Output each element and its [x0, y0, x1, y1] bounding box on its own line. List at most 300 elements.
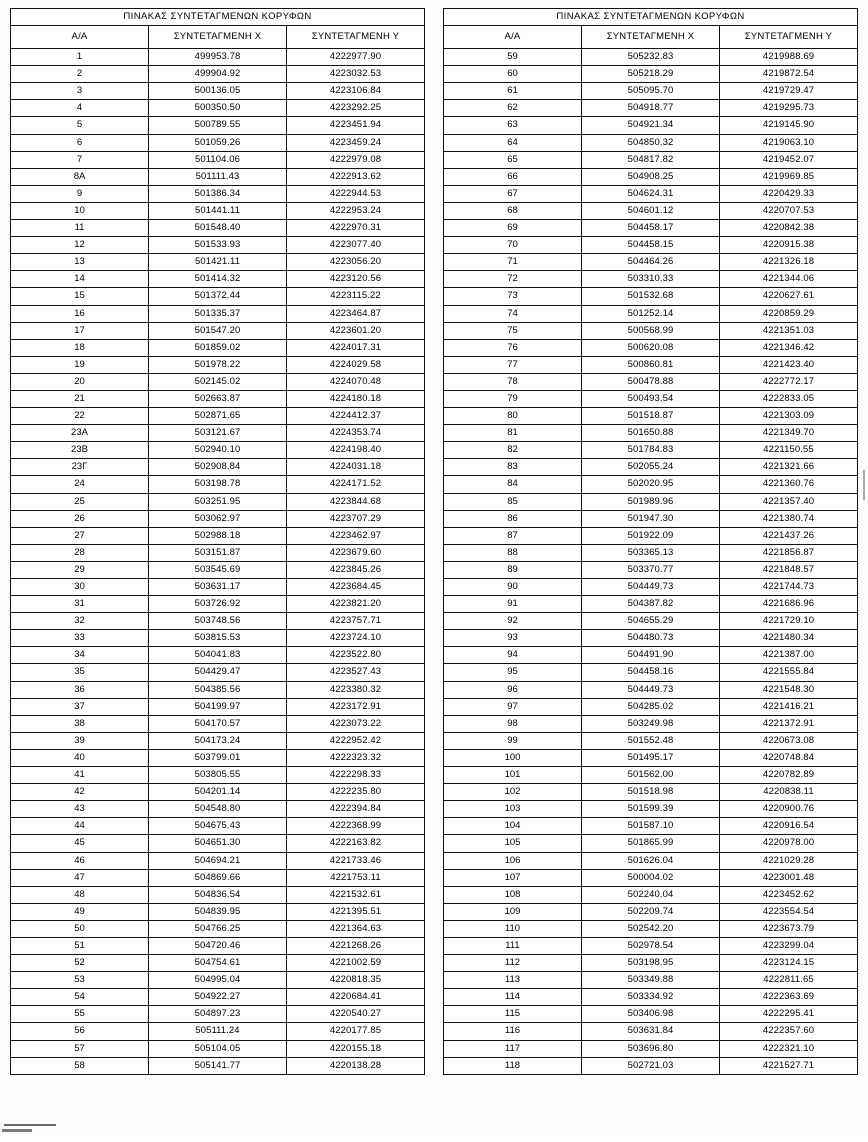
- cell-index: 72: [444, 271, 582, 288]
- table-row: [11, 681, 425, 698]
- cell-coordinate-y: 4221532.61: [287, 886, 425, 903]
- table-row: [11, 818, 425, 835]
- cell-coordinate-y: 4219988.69: [720, 49, 858, 66]
- cell-coordinate-y: 4220818.35: [287, 972, 425, 989]
- cell-coordinate-x: 500568.99: [582, 322, 720, 339]
- cell-index: 107: [444, 869, 582, 886]
- cell-coordinate-x: 504199.97: [149, 698, 287, 715]
- cell-coordinate-x: 502145.02: [149, 373, 287, 390]
- table-row: [444, 852, 858, 869]
- cell-coordinate-y: 4224412.37: [287, 408, 425, 425]
- table-row: [11, 83, 425, 100]
- cell-index: 32: [11, 613, 149, 630]
- table-row: [11, 869, 425, 886]
- table-row: [11, 972, 425, 989]
- table-row: [11, 715, 425, 732]
- cell-index: 49: [11, 903, 149, 920]
- cell-coordinate-y: 4220859.29: [720, 305, 858, 322]
- cell-coordinate-x: 504754.61: [149, 955, 287, 972]
- cell-coordinate-y: 4224198.40: [287, 442, 425, 459]
- cell-coordinate-y: 4223077.40: [287, 237, 425, 254]
- table-row: [444, 955, 858, 972]
- table-row: [11, 749, 425, 766]
- cell-index: 105: [444, 835, 582, 852]
- cell-coordinate-y: 4222394.84: [287, 801, 425, 818]
- table-row: [11, 801, 425, 818]
- cell-index: 62: [444, 100, 582, 117]
- cell-index: 29: [11, 561, 149, 578]
- cell-index: 23Γ: [11, 459, 149, 476]
- cell-coordinate-x: 501547.20: [149, 322, 287, 339]
- cell-index: 104: [444, 818, 582, 835]
- table-row: [444, 903, 858, 920]
- table-body-left: [11, 49, 425, 1075]
- cell-coordinate-y: 4222357.60: [720, 1023, 858, 1040]
- cell-coordinate-y: 4222363.69: [720, 989, 858, 1006]
- cell-coordinate-x: 503726.92: [149, 596, 287, 613]
- cell-coordinate-y: 4220540.27: [287, 1006, 425, 1023]
- cell-index: 80: [444, 408, 582, 425]
- cell-index: 102: [444, 784, 582, 801]
- cell-index: 84: [444, 476, 582, 493]
- cell-coordinate-x: 504201.14: [149, 784, 287, 801]
- cell-index: 75: [444, 322, 582, 339]
- cell-coordinate-y: 4222979.08: [287, 151, 425, 168]
- cell-coordinate-y: 4221364.63: [287, 920, 425, 937]
- cell-coordinate-y: 4223380.32: [287, 681, 425, 698]
- cell-coordinate-y: 4222953.24: [287, 202, 425, 219]
- table-row: [11, 220, 425, 237]
- cell-index: 94: [444, 647, 582, 664]
- table-row: [444, 442, 858, 459]
- cell-coordinate-x: 501372.44: [149, 288, 287, 305]
- cell-index: 109: [444, 903, 582, 920]
- cell-coordinate-x: 501252.14: [582, 305, 720, 322]
- table-row: [444, 715, 858, 732]
- coordinates-table-left: [10, 8, 425, 1075]
- table-row: [11, 202, 425, 219]
- cell-index: 52: [11, 955, 149, 972]
- cell-coordinate-y: 4219063.10: [720, 134, 858, 151]
- cell-coordinate-y: 4221548.30: [720, 681, 858, 698]
- table-row: [11, 185, 425, 202]
- cell-index: 18: [11, 339, 149, 356]
- cell-index: 86: [444, 510, 582, 527]
- cell-index: 33: [11, 630, 149, 647]
- table-row: [444, 784, 858, 801]
- cell-index: 28: [11, 544, 149, 561]
- cell-coordinate-y: 4221346.42: [720, 339, 858, 356]
- cell-coordinate-y: 4221372.91: [720, 715, 858, 732]
- cell-index: 60: [444, 66, 582, 83]
- column-header-x: ΣΥΝΤΕΤΑΓΜΕΝΗ Χ: [149, 26, 287, 49]
- cell-coordinate-y: 4221150.55: [720, 442, 858, 459]
- table-row: [444, 100, 858, 117]
- cell-coordinate-x: 501518.87: [582, 408, 720, 425]
- table-row: [444, 937, 858, 954]
- cell-coordinate-y: 4221268.26: [287, 937, 425, 954]
- cell-coordinate-y: 4219969.85: [720, 168, 858, 185]
- cell-index: 83: [444, 459, 582, 476]
- cell-coordinate-y: 4223459.24: [287, 134, 425, 151]
- cell-coordinate-y: 4221416.21: [720, 698, 858, 715]
- cell-index: 65: [444, 151, 582, 168]
- cell-coordinate-y: 4220915.38: [720, 237, 858, 254]
- cell-coordinate-y: 4224171.52: [287, 476, 425, 493]
- cell-coordinate-y: 4219145.90: [720, 117, 858, 134]
- cell-index: 114: [444, 989, 582, 1006]
- cell-coordinate-y: 4221555.84: [720, 664, 858, 681]
- table-row: [11, 835, 425, 852]
- table-row: [444, 49, 858, 66]
- table-row: [11, 288, 425, 305]
- cell-coordinate-y: 4223299.04: [720, 937, 858, 954]
- cell-coordinate-x: 504918.77: [582, 100, 720, 117]
- cell-coordinate-y: 4221753.11: [287, 869, 425, 886]
- cell-coordinate-x: 504449.73: [582, 579, 720, 596]
- cell-coordinate-y: 4224070.48: [287, 373, 425, 390]
- table-row: [444, 390, 858, 407]
- table-row: [444, 493, 858, 510]
- cell-coordinate-x: 504766.25: [149, 920, 287, 937]
- cell-coordinate-y: 4222970.31: [287, 220, 425, 237]
- table-row: [444, 408, 858, 425]
- cell-coordinate-y: 4221437.26: [720, 527, 858, 544]
- cell-coordinate-y: 4219729.47: [720, 83, 858, 100]
- cell-index: 59: [444, 49, 582, 66]
- cell-coordinate-x: 501111.43: [149, 168, 287, 185]
- cell-coordinate-x: 501421.11: [149, 254, 287, 271]
- table-row: [11, 579, 425, 596]
- cell-coordinate-x: 503198.95: [582, 955, 720, 972]
- table-row: [11, 647, 425, 664]
- scan-artifact-speck: [863, 470, 865, 500]
- cell-index: 42: [11, 784, 149, 801]
- cell-coordinate-y: 4223452.62: [720, 886, 858, 903]
- table-row: [444, 801, 858, 818]
- cell-coordinate-x: 504387.82: [582, 596, 720, 613]
- cell-coordinate-x: 503151.87: [149, 544, 287, 561]
- cell-index: 12: [11, 237, 149, 254]
- cell-coordinate-y: 4223462.97: [287, 527, 425, 544]
- cell-coordinate-x: 501495.17: [582, 749, 720, 766]
- cell-coordinate-x: 502663.87: [149, 390, 287, 407]
- cell-index: 79: [444, 390, 582, 407]
- cell-coordinate-y: 4223844.68: [287, 493, 425, 510]
- cell-coordinate-y: 4221527.71: [720, 1057, 858, 1074]
- cell-coordinate-x: 504548.80: [149, 801, 287, 818]
- cell-coordinate-y: 4220155.18: [287, 1040, 425, 1057]
- table-row: [11, 151, 425, 168]
- cell-coordinate-y: 4220838.11: [720, 784, 858, 801]
- cell-index: 111: [444, 937, 582, 954]
- table-row: [11, 732, 425, 749]
- cell-coordinate-y: 4221395.51: [287, 903, 425, 920]
- cell-index: 57: [11, 1040, 149, 1057]
- cell-index: 77: [444, 356, 582, 373]
- cell-coordinate-x: 504921.34: [582, 117, 720, 134]
- cell-coordinate-x: 501552.48: [582, 732, 720, 749]
- table-row: [444, 322, 858, 339]
- cell-index: 78: [444, 373, 582, 390]
- cell-index: 68: [444, 202, 582, 219]
- table-row: [444, 835, 858, 852]
- cell-index: 21: [11, 390, 149, 407]
- cell-coordinate-y: 4220138.28: [287, 1057, 425, 1074]
- table-row: [444, 168, 858, 185]
- cell-coordinate-x: 502978.54: [582, 937, 720, 954]
- cell-coordinate-y: 4221360.76: [720, 476, 858, 493]
- cell-index: 101: [444, 767, 582, 784]
- cell-index: 19: [11, 356, 149, 373]
- cell-coordinate-x: 501989.96: [582, 493, 720, 510]
- cell-coordinate-x: 503631.84: [582, 1023, 720, 1040]
- cell-coordinate-x: 504285.02: [582, 698, 720, 715]
- cell-coordinate-y: 4220673.08: [720, 732, 858, 749]
- cell-coordinate-x: 501859.02: [149, 339, 287, 356]
- cell-index: 10: [11, 202, 149, 219]
- cell-coordinate-y: 4223845.26: [287, 561, 425, 578]
- cell-coordinate-y: 4223684.45: [287, 579, 425, 596]
- cell-index: 16: [11, 305, 149, 322]
- cell-coordinate-y: 4223001.48: [720, 869, 858, 886]
- scan-artifact-mark: [4, 1124, 56, 1126]
- cell-index: 54: [11, 989, 149, 1006]
- cell-coordinate-x: 505141.77: [149, 1057, 287, 1074]
- table-row: [11, 66, 425, 83]
- table-row: [11, 903, 425, 920]
- table-row: [444, 339, 858, 356]
- column-header-aa: Α/Α: [11, 26, 149, 49]
- table-row: [11, 664, 425, 681]
- cell-coordinate-y: 4221321.66: [720, 459, 858, 476]
- cell-index: 113: [444, 972, 582, 989]
- cell-index: 55: [11, 1006, 149, 1023]
- cell-coordinate-x: 503198.78: [149, 476, 287, 493]
- table-row: [444, 647, 858, 664]
- cell-coordinate-x: 503121.67: [149, 425, 287, 442]
- cell-index: 81: [444, 425, 582, 442]
- table-row: [444, 356, 858, 373]
- cell-index: 88: [444, 544, 582, 561]
- table-row: [11, 596, 425, 613]
- cell-index: 51: [11, 937, 149, 954]
- cell-coordinate-y: 4223527.43: [287, 664, 425, 681]
- cell-index: 23Β: [11, 442, 149, 459]
- cell-coordinate-y: 4222944.53: [287, 185, 425, 202]
- cell-index: 76: [444, 339, 582, 356]
- table-row: [444, 698, 858, 715]
- cell-coordinate-y: 4222321.10: [720, 1040, 858, 1057]
- cell-index: 74: [444, 305, 582, 322]
- table-row: [11, 237, 425, 254]
- cell-coordinate-x: 503545.69: [149, 561, 287, 578]
- cell-index: 112: [444, 955, 582, 972]
- table-row: [444, 1040, 858, 1057]
- cell-coordinate-y: 4224353.74: [287, 425, 425, 442]
- cell-coordinate-x: 502209.74: [582, 903, 720, 920]
- cell-coordinate-x: 503251.95: [149, 493, 287, 510]
- cell-coordinate-y: 4220684.41: [287, 989, 425, 1006]
- cell-coordinate-y: 4223124.15: [720, 955, 858, 972]
- cell-coordinate-y: 4220916.54: [720, 818, 858, 835]
- cell-index: 110: [444, 920, 582, 937]
- cell-index: 4: [11, 100, 149, 117]
- cell-coordinate-x: 501104.06: [149, 151, 287, 168]
- cell-index: 99: [444, 732, 582, 749]
- cell-coordinate-y: 4220627.61: [720, 288, 858, 305]
- table-row: [444, 476, 858, 493]
- coordinates-table-left-block: [10, 8, 425, 1075]
- cell-coordinate-x: 504897.23: [149, 1006, 287, 1023]
- cell-coordinate-x: 505218.29: [582, 66, 720, 83]
- table-row: [444, 989, 858, 1006]
- table-row: [444, 510, 858, 527]
- table-row: [11, 168, 425, 185]
- cell-coordinate-x: 500860.81: [582, 356, 720, 373]
- cell-index: 87: [444, 527, 582, 544]
- cell-coordinate-y: 4221387.00: [720, 647, 858, 664]
- cell-coordinate-x: 504449.73: [582, 681, 720, 698]
- cell-coordinate-x: 505232.83: [582, 49, 720, 66]
- cell-coordinate-y: 4221380.74: [720, 510, 858, 527]
- table-header-row: [444, 26, 858, 49]
- cell-coordinate-x: 504173.24: [149, 732, 287, 749]
- table-row: [444, 66, 858, 83]
- cell-index: 11: [11, 220, 149, 237]
- table-row: [444, 202, 858, 219]
- table-row: [444, 527, 858, 544]
- table-header-row: [11, 26, 425, 49]
- cell-coordinate-x: 499904.92: [149, 66, 287, 83]
- cell-coordinate-y: 4222163.82: [287, 835, 425, 852]
- cell-index: 38: [11, 715, 149, 732]
- cell-index: 35: [11, 664, 149, 681]
- cell-coordinate-x: 503370.77: [582, 561, 720, 578]
- table-row: [444, 561, 858, 578]
- cell-coordinate-x: 503334.92: [582, 989, 720, 1006]
- cell-coordinate-x: 501518.98: [582, 784, 720, 801]
- cell-coordinate-y: 4220177.85: [287, 1023, 425, 1040]
- cell-coordinate-x: 501335.37: [149, 305, 287, 322]
- table-row: [444, 83, 858, 100]
- cell-coordinate-x: 504170.57: [149, 715, 287, 732]
- cell-index: 24: [11, 476, 149, 493]
- table-caption-row: [444, 9, 858, 26]
- cell-coordinate-x: 502940.10: [149, 442, 287, 459]
- cell-coordinate-y: 4221733.46: [287, 852, 425, 869]
- table-row: [11, 630, 425, 647]
- cell-coordinate-y: 4221856.87: [720, 544, 858, 561]
- table-row: [11, 305, 425, 322]
- scan-artifact-mark-secondary: [2, 1129, 32, 1132]
- cell-coordinate-y: 4221357.40: [720, 493, 858, 510]
- table-row: [11, 408, 425, 425]
- cell-coordinate-y: 4221423.40: [720, 356, 858, 373]
- table-caption-row: [11, 9, 425, 26]
- cell-coordinate-y: 4221351.03: [720, 322, 858, 339]
- cell-coordinate-y: 4223679.60: [287, 544, 425, 561]
- cell-coordinate-y: 4221303.09: [720, 408, 858, 425]
- table-row: [444, 117, 858, 134]
- cell-coordinate-x: 503349.88: [582, 972, 720, 989]
- cell-coordinate-y: 4219872.54: [720, 66, 858, 83]
- cell-coordinate-y: 4223821.20: [287, 596, 425, 613]
- cell-coordinate-x: 504850.32: [582, 134, 720, 151]
- cell-index: 8Α: [11, 168, 149, 185]
- table-row: [444, 972, 858, 989]
- table-row: [444, 767, 858, 784]
- table-row: [444, 1006, 858, 1023]
- cell-coordinate-x: 503799.01: [149, 749, 287, 766]
- cell-coordinate-y: 4219452.07: [720, 151, 858, 168]
- table-row: [11, 955, 425, 972]
- cell-coordinate-y: 4222235.80: [287, 784, 425, 801]
- cell-coordinate-x: 504458.17: [582, 220, 720, 237]
- table-row: [444, 1057, 858, 1074]
- cell-coordinate-x: 501533.93: [149, 237, 287, 254]
- cell-coordinate-x: 501587.10: [582, 818, 720, 835]
- cell-coordinate-x: 505095.70: [582, 83, 720, 100]
- cell-coordinate-x: 504464.26: [582, 254, 720, 271]
- cell-index: 22: [11, 408, 149, 425]
- cell-index: 85: [444, 493, 582, 510]
- cell-coordinate-y: 4220978.00: [720, 835, 858, 852]
- table-row: [11, 767, 425, 784]
- cell-index: 91: [444, 596, 582, 613]
- table-caption: ΠΙΝΑΚΑΣ ΣΥΝΤΕΤΑΓΜΕΝΩΝ ΚΟΡΥΦΩΝ: [11, 9, 425, 26]
- cell-coordinate-x: 504817.82: [582, 151, 720, 168]
- cell-coordinate-y: 4221480.34: [720, 630, 858, 647]
- cell-index: 40: [11, 749, 149, 766]
- coordinates-table-right-block: [443, 8, 858, 1075]
- cell-index: 27: [11, 527, 149, 544]
- cell-index: 43: [11, 801, 149, 818]
- cell-coordinate-x: 501865.99: [582, 835, 720, 852]
- cell-coordinate-y: 4223115.22: [287, 288, 425, 305]
- cell-index: 69: [444, 220, 582, 237]
- cell-coordinate-y: 4223032.53: [287, 66, 425, 83]
- cell-index: 115: [444, 1006, 582, 1023]
- cell-coordinate-y: 4221029.28: [720, 852, 858, 869]
- cell-index: 66: [444, 168, 582, 185]
- cell-coordinate-x: 501441.11: [149, 202, 287, 219]
- table-row: [11, 937, 425, 954]
- cell-coordinate-y: 4220748.84: [720, 749, 858, 766]
- cell-coordinate-y: 4222811.65: [720, 972, 858, 989]
- cell-index: 20: [11, 373, 149, 390]
- cell-coordinate-x: 502871.65: [149, 408, 287, 425]
- cell-coordinate-y: 4223724.10: [287, 630, 425, 647]
- table-row: [11, 322, 425, 339]
- cell-index: 15: [11, 288, 149, 305]
- cell-index: 5: [11, 117, 149, 134]
- cell-coordinate-y: 4222323.32: [287, 749, 425, 766]
- cell-coordinate-x: 504458.15: [582, 237, 720, 254]
- cell-coordinate-y: 4222295.41: [720, 1006, 858, 1023]
- table-row: [11, 613, 425, 630]
- cell-coordinate-x: 504720.46: [149, 937, 287, 954]
- cell-coordinate-x: 504429.47: [149, 664, 287, 681]
- cell-coordinate-x: 503805.55: [149, 767, 287, 784]
- cell-coordinate-y: 4223707.29: [287, 510, 425, 527]
- cell-index: 46: [11, 852, 149, 869]
- table-row: [11, 117, 425, 134]
- cell-coordinate-y: 4220782.89: [720, 767, 858, 784]
- table-row: [11, 1040, 425, 1057]
- cell-index: 45: [11, 835, 149, 852]
- table-row: [444, 459, 858, 476]
